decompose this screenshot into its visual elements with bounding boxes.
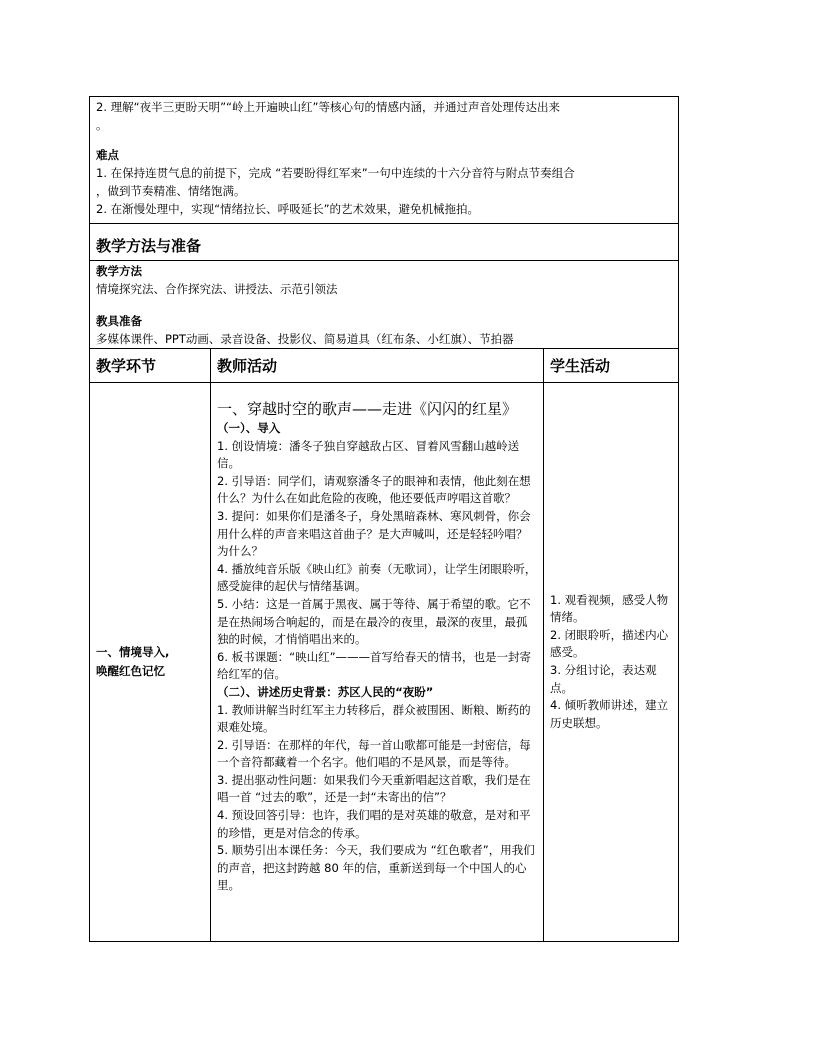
teacher-activity-item: 5. 小结：这是一首属于黑夜、属于等待、属于希望的歌。它不是在热闹场合响起的，而是在最冷的夜里，最深的夜里，最孤独的时候，才悄悄唱出来的。 [217, 596, 531, 647]
teacher-activity-item: 1. 教师讲解当时红军主力转移后，群众被围困、断粮、断药的艰难处境。 [217, 702, 531, 735]
stage-line-1: 一、情境导入, [96, 645, 170, 659]
difficulty-1-tail: ，做到节奏精准、情绪饱满。 [96, 184, 246, 198]
teacher-activity-item: 5. 顺势引出本课任务：今天，我们要成为 “红色歌者”，用我们的声音，把这封跨越 80 年的信，重新送到每一个中国人的心里。 [217, 843, 535, 893]
stage-column [90, 349, 211, 941]
teacher-subheading: （一）、导入 [217, 421, 281, 435]
methods-label: 教学方法 [96, 264, 142, 278]
teacher-activity-lines [211, 420, 543, 895]
teacher-activity-item: 4. 预设回答引导：也许，我们唱的是对英雄的敬意，是对和平的珍惜，更是对信念的传承。 [217, 808, 531, 840]
teacher-activity-item: 6. 板书课题：“映山红”———首写给春天的情书，也是一封寄给红军的信。 [217, 649, 532, 682]
header-stage: 教学环节 [96, 357, 157, 375]
objective-line-2-tail: 。 [96, 118, 108, 132]
stage-cell [90, 643, 175, 681]
methods-text: 情境探究法、合作探究法、讲授法、示范引领法 [96, 282, 338, 296]
student-activity-item: 3. 分组讨论，表达观点。 [550, 663, 657, 695]
difficulty-1: 1. 在保持连贯气息的前提下，完成 “若要盼得红军来”一句中连续的十六分音符与附点节奏组合 [96, 166, 575, 180]
objectives-box [89, 96, 679, 223]
student-activity-item: 1. 观看视频，感受人物情绪。 [550, 592, 669, 625]
teacher-activity-item: 4. 播放纯音乐版《映山红》前奏（无歌词），让学生闭眼聆听，感受旋律的起伏与情绪基调。 [217, 561, 537, 594]
teacher-subheading: （二）、讲述历史背景：苏区人民的“夜盼” [217, 684, 434, 699]
student-activity-item: 2. 闭眼聆听，描述内心感受。 [550, 627, 669, 660]
header-teacher: 教师活动 [217, 357, 278, 375]
activity-table [89, 348, 679, 942]
methods-box [89, 223, 679, 348]
difficulty-label: 难点 [96, 148, 119, 162]
teacher-activity-item: 3. 提出驱动性问题：如果我们今天重新唱起这首歌，我们是在唱一首 “过去的歌”，还是一封“未寄出的信”？ [217, 772, 531, 805]
objective-line-2: 2. 理解“夜半三更盼天明”“岭上开遍映山红”等核心句的情感内涵，并通过声音处理传达出来 [96, 100, 560, 114]
student-activity-lines [544, 592, 678, 733]
teacher-activity-item: 1. 创设情境：潘冬子独自穿越敌占区、冒着风雪翻山越岭送信。 [217, 438, 520, 471]
teacher-activity-title: 一、穿越时空的歌声——走进《闪闪的红星》 [217, 400, 518, 418]
header-student: 学生活动 [550, 357, 611, 375]
teacher-activity-item: 3. 提问：如果你们是潘冬子，身处黑暗森林、寒风刺骨，你会用什么样的声音来唱这首曲子？是大声喊叫，还是轻轻吟唱？为什么？ [217, 508, 531, 559]
teacher-cell [211, 383, 543, 941]
lesson-plan-page [89, 96, 679, 942]
difficulty-2: 2. 在渐慢处理中，实现“情绪拉长、呼吸延长”的艺术效果，避免机械拖拍。 [96, 202, 480, 216]
teacher-column [211, 349, 544, 941]
methods-section-title: 教学方法与准备 [90, 224, 678, 261]
teacher-activity-item: 2. 引导语：在那样的年代，每一首山歌都可能是一封密信，每一个音符都藏着一个名字。他们唱的不是风景，而是等待。 [217, 737, 531, 770]
tools-label: 教具准备 [96, 314, 142, 328]
student-activity-item: 4. 倾听教师讲述，建立历史联想。 [550, 698, 669, 730]
teacher-activity-item: 2. 引导语：同学们，请观察潘冬子的眼神和表情，他此刻在想什么？为什么在如此危险的夜晚，他还要低声哼唱这首歌？ [217, 473, 531, 506]
student-column [544, 349, 678, 941]
stage-line-2: 唤醒红色记忆 [96, 664, 165, 678]
tools-text: 多媒体课件、PPT动画、录音设备、投影仪、简易道具（红布条、小红旗）、节拍器 [96, 332, 514, 346]
